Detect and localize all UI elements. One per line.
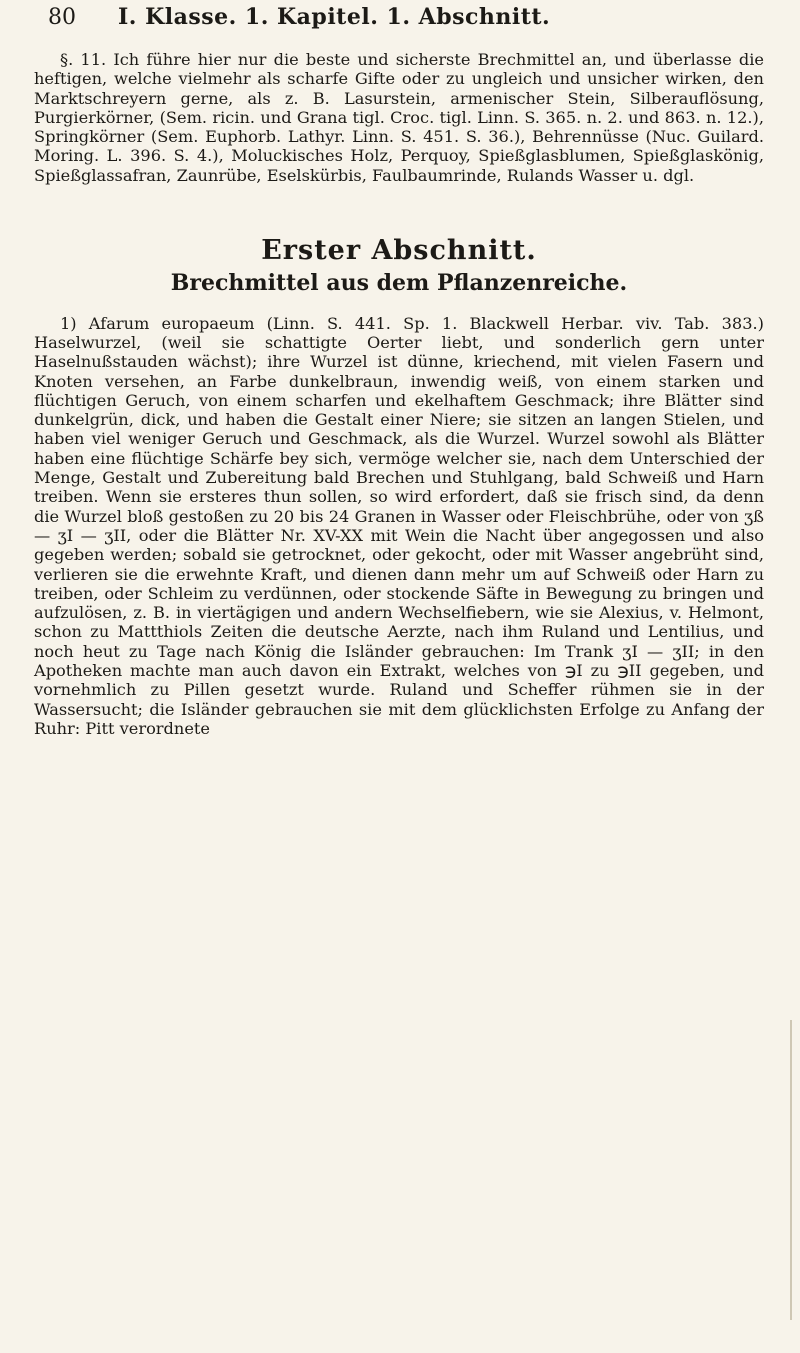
entry-text: 1) Afarum europaeum (Linn. S. 441. Sp. 1. Blackwell Herbar. viv. Tab. 383.) Haselwurzel, (weil sie schattigte Oerter liebt, und sonderlich gern unter Haselnußstauden wächst); ihre Wurzel ist dünne, kriechend, mit vielen Fasern und Knoten versehen, an Farbe dunkelbraun, inwendig weiß, von einem starken und flüchtigen Geruch, von einem scharfen und ekelhaftem Geschmack; ihre Blätter sind dunkelgrün, dick, und haben die Gestalt einer Niere; sie sitzen an langen Stielen, und haben viel weniger Geruch und Geschmack, als die Wurzel. Wurzel sowohl als Blätter haben eine flüchtige Schärfe bey sich, vermöge welcher sie, nach dem Unterschied der Menge, Gestalt und Zubereitung bald Brechen und Stuhlgang, bald Schweiß und Harn treiben. Wenn sie ersteres thun sollen, so wird erfordert, daß sie frisch sind, da denn die Wurzel bloß gestoßen zu 20 bis 24 Granen in Wasser oder Fleischbrühe, oder von ʒß — ʒI — ʒII, oder die Blätter Nr. XV-XX mit Wein die Nacht über angegossen und also gegeben werden; sobald sie getrocknet, oder gekocht, oder mit Wasser angebrüht sind, verlieren sie die erwehnte Kraft, und dienen dann mehr um auf Schweiß oder Harn zu treiben, oder Schleim zu verdünnen, oder stockende Säfte in Bewegung zu bringen und aufzulösen, z. B. in viertägigen und andern Wechselfiebern, wie sie	[34, 313, 764, 623]
section-subtitle: Brechmittel aus dem Pflanzenreiche.	[170, 270, 628, 297]
entry-paragraph	[34, 314, 764, 739]
page-edge-divider	[790, 1020, 792, 1320]
body-text	[34, 50, 764, 738]
entry-names-text: Alexius, v. Helmont, schon zu Mattthiols Zeiten die deutsche Aerzte, nach ihm Ruland und Lentilius, und noch heut zu Tage nach König die Isländer gebrauchen: Im Trank ʒI — ʒII; in den Apotheken machte man auch davon ein Extrakt, welches von ℈I zu ℈II gegeben, und vornehmlich zu Pillen gesetzt wurde. Ruland und Scheffer rühmen sie in der Wassersucht; die Isländer gebrauchen sie mit dem glücklichsten Erfolge zu Anfang der Ruhr: Pitt verordnete	[34, 603, 764, 738]
running-title: I. Klasse. 1. Kapitel. 1. Abschnitt.	[118, 4, 551, 30]
running-head	[48, 4, 760, 40]
page-number: 80	[48, 5, 76, 30]
intro-paragraph: §. 11. Ich führe hier nur die beste und sicherste Brechmittel an, und überlasse die heftigen, welche vielmehr als scharfe Gifte oder zu ungleich und unsicher wirken, den Marktschreyern gerne, als z. B. Lasurstein, armenischer Stein, Silberauflösung, Purgierkörner, (Sem. ricin. und Grana tigl. Croc. tigl. Linn. S. 365. n. 2. und 863. n. 12.), Springkörner (Sem. Euphorb. Lathyr. Linn. S. 451. S. 36.), Behrennüsse (Nuc. Guilard. Moring. L. 396. S. 4.), Moluckisches Holz, Perquoy, Spießglasblumen, Spießglaskönig, Spießglassafran, Zaunrübe, Eselskürbis, Faulbaumrinde, Rulands Wasser u. dgl.	[34, 50, 764, 185]
section-title: Erster Abschnitt.	[261, 235, 537, 267]
